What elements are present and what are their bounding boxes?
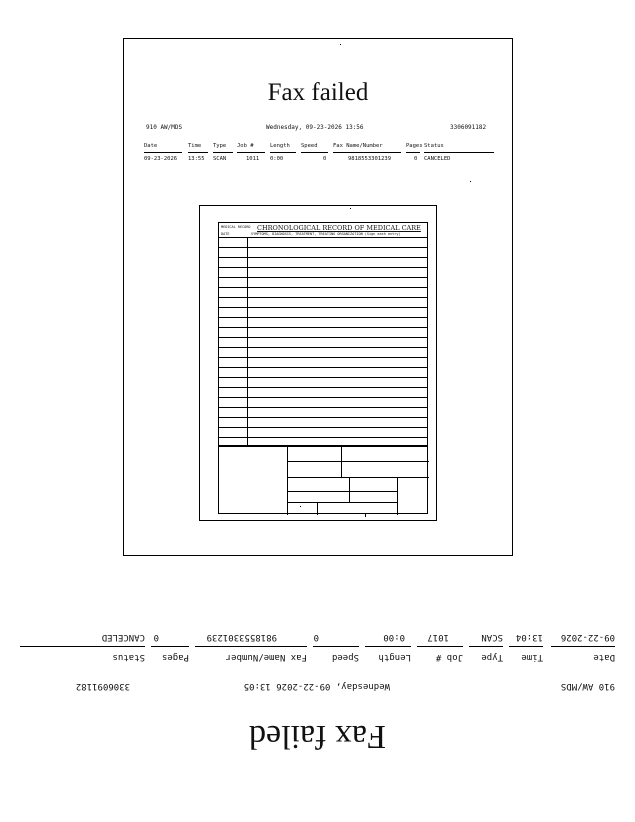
- flipped-col-speed: Speed: [331, 652, 359, 662]
- report-title: Fax failed: [267, 79, 369, 106]
- rule: [20, 646, 145, 647]
- flipped-col-type: Type: [481, 652, 503, 662]
- flipped-row-pages: 0: [153, 632, 159, 642]
- rule: [417, 646, 463, 647]
- row-length: 0:00: [270, 156, 284, 162]
- flipped-row-type: SCAN: [481, 632, 503, 642]
- rule: [509, 646, 543, 647]
- row-job: 1011: [246, 156, 260, 162]
- flipped-row-speed: 0: [313, 632, 319, 642]
- flipped-row-date: 09-22-2026: [560, 632, 615, 642]
- flipped-datetime: Wednesday, 09-22-2026 13:05: [243, 681, 390, 691]
- rule: [151, 646, 189, 647]
- col-date: Date: [144, 143, 158, 149]
- row-date: 09-23-2026: [144, 156, 178, 162]
- flipped-row-time: 13:04: [515, 632, 543, 642]
- col-fax-number: Fax Name/Number: [333, 143, 383, 149]
- rule: [365, 646, 411, 647]
- flipped-col-pages: Pages: [161, 652, 189, 662]
- col-type: Type: [213, 143, 227, 149]
- row-pages: 0: [414, 156, 418, 162]
- flipped-sender-id: 910 AW/MDS: [560, 681, 615, 691]
- flipped-phone: 3306091182: [75, 681, 130, 691]
- flipped-col-date: Date: [593, 652, 615, 662]
- row-fax-number: 9818553301239: [348, 156, 392, 162]
- form-small-label: MEDICAL RECORD: [221, 225, 251, 229]
- row-status: CANCELED: [424, 156, 451, 162]
- col-length: Length: [270, 143, 290, 149]
- row-type: SCAN: [213, 156, 227, 162]
- col-pages: Pages: [406, 143, 423, 149]
- row-time: 13:55: [188, 156, 205, 162]
- flipped-col-status: Status: [112, 652, 145, 662]
- col-job: Job #: [237, 143, 254, 149]
- form-col-symptoms: SYMPTOMS, DIAGNOSIS, TREATMENT, TREATING ORGANIZATION (Sign each entry): [251, 232, 401, 236]
- report-datetime: Wednesday, 09-23-2026 13:56: [266, 124, 364, 131]
- flipped-row-length: 0:00: [383, 632, 405, 642]
- flipped-col-length: Length: [378, 652, 411, 662]
- rule: [551, 646, 615, 647]
- report-phone: 3306091182: [450, 124, 487, 131]
- col-speed: Speed: [301, 143, 318, 149]
- flipped-row-fax-number: 9818553301239: [206, 632, 277, 642]
- flipped-col-fax-number: Fax Name/Number: [225, 652, 307, 662]
- rule: [469, 646, 503, 647]
- sender-id: 910 AW/MDS: [146, 124, 183, 131]
- form-col-date: DATE: [221, 232, 230, 236]
- rule: [313, 646, 359, 647]
- col-time: Time: [188, 143, 202, 149]
- flipped-row-status: CANCELED: [101, 632, 145, 642]
- row-speed: 0: [323, 156, 327, 162]
- flipped-col-job: Job #: [435, 652, 463, 662]
- rule: [195, 646, 307, 647]
- flipped-col-time: Time: [521, 652, 543, 662]
- col-status: Status: [424, 143, 444, 149]
- form-title: CHRONOLOGICAL RECORD OF MEDICAL CARE: [257, 224, 421, 232]
- flipped-title: Fax failed: [249, 718, 386, 755]
- flipped-row-job: 1017: [427, 632, 449, 642]
